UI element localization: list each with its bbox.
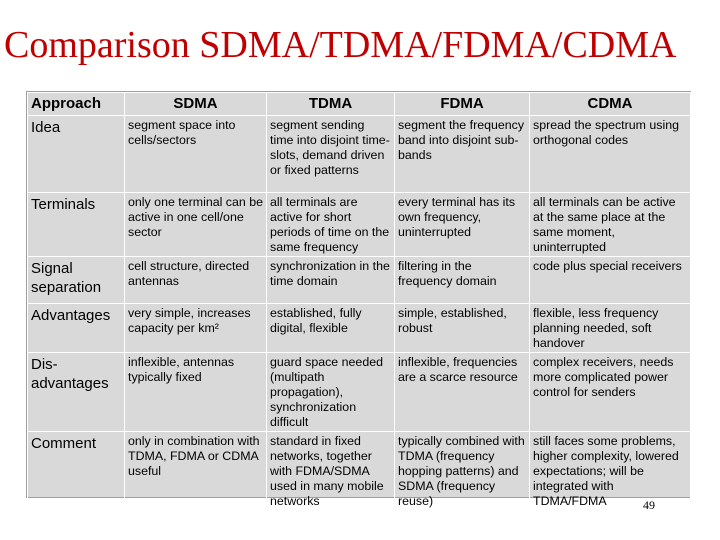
table-cell: simple, established, robust xyxy=(395,304,530,353)
table-cell: very simple, increases capacity per km² xyxy=(125,304,267,353)
header-fdma: FDMA xyxy=(395,93,530,116)
table-cell: cell structure, directed antennas xyxy=(125,257,267,304)
table-cell: complex receivers, needs more complicated power control for senders xyxy=(530,353,691,432)
page-number: 49 xyxy=(643,498,655,512)
table-cell: only one terminal can be active in one cell/one sector xyxy=(125,193,267,257)
table-cell: segment space into cells/sectors xyxy=(125,116,267,193)
table-cell: inflexible, frequencies are a scarce resource xyxy=(395,353,530,432)
table-row xyxy=(28,193,691,257)
header-approach: Approach xyxy=(28,93,125,116)
table-cell: every terminal has its own frequency, uninterrupted xyxy=(395,193,530,257)
row-label: Terminals xyxy=(28,193,125,257)
table-cell: only in combination with TDMA, FDMA or CDMA useful xyxy=(125,432,267,511)
table-cell: code plus special receivers xyxy=(530,257,691,304)
header-cdma: CDMA xyxy=(530,93,691,116)
table-cell: still faces some problems, higher complexity, lowered expectations; will be integrated with TDMA/FDMA xyxy=(530,432,691,511)
table-cell: standard in fixed networks, together with FDMA/SDMA used in many mobile networks xyxy=(267,432,395,511)
row-label: Signal separation xyxy=(28,257,125,304)
table-cell: segment sending time into disjoint time-slots, demand driven or fixed patterns xyxy=(267,116,395,193)
table-cell: guard space needed (multipath propagation), synchronization difficult xyxy=(267,353,395,432)
table-cell: all terminals can be active at the same place at the same moment, uninterrupted xyxy=(530,193,691,257)
table-row xyxy=(28,116,691,193)
row-label: Dis-advantages xyxy=(28,353,125,432)
header-sdma: SDMA xyxy=(125,93,267,116)
table-cell: established, fully digital, flexible xyxy=(267,304,395,353)
row-label: Advantages xyxy=(28,304,125,353)
table-cell: typically combined with TDMA (frequency hopping patterns) and SDMA (frequency reuse) xyxy=(395,432,530,511)
table-cell: filtering in the frequency domain xyxy=(395,257,530,304)
table-cell: flexible, less frequency planning needed, soft handover xyxy=(530,304,691,353)
table-cell: spread the spectrum using orthogonal codes xyxy=(530,116,691,193)
comparison-table xyxy=(27,92,691,511)
table-cell: all terminals are active for short periods of time on the same frequency xyxy=(267,193,395,257)
header-tdma: TDMA xyxy=(267,93,395,116)
row-label: Idea xyxy=(28,116,125,193)
table-row xyxy=(28,353,691,432)
table-row xyxy=(28,257,691,304)
slide-title: Comparison SDMA/TDMA/FDMA/CDMA xyxy=(4,24,677,66)
header-row xyxy=(28,93,691,116)
row-label: Comment xyxy=(28,432,125,511)
table-row xyxy=(28,432,691,511)
table-cell: segment the frequency band into disjoint sub-bands xyxy=(395,116,530,193)
table-cell: inflexible, antennas typically fixed xyxy=(125,353,267,432)
table-row xyxy=(28,304,691,353)
table-cell: synchronization in the time domain xyxy=(267,257,395,304)
